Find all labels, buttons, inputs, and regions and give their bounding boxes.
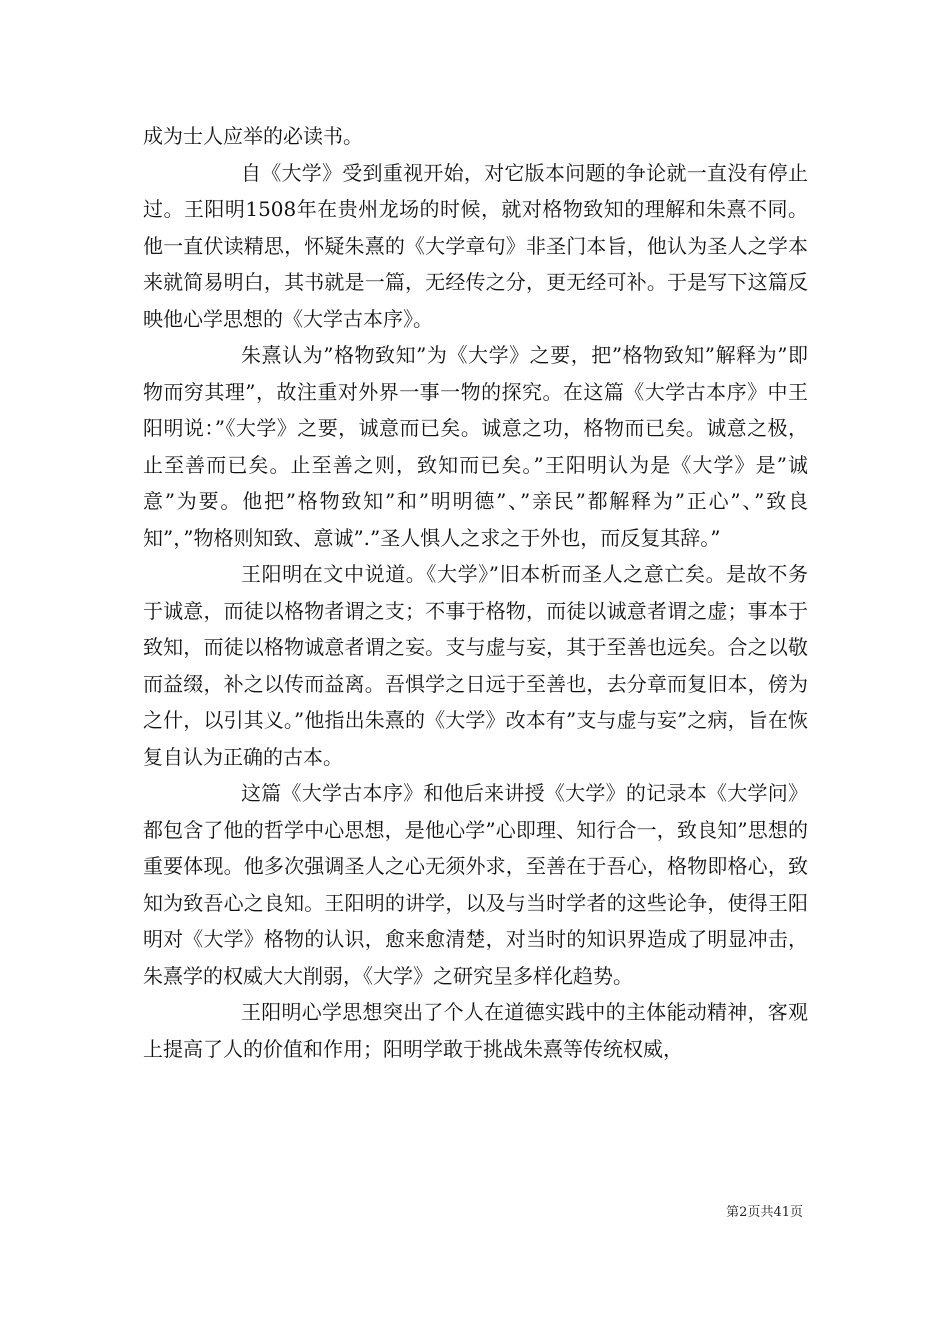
paragraph-daxue-wen: 这篇《大学古本序》和他后来讲授《大学》的记录本《大学问》都包含了他的哲学中心思想，是他心学”心即理、知行合一，致良知”思想的重要体现。他多次强调圣人之心无须外求，至善在于吾心，格物即格心，致知为致吾心之良知。王阳明的讲学，以及与当时学者的这些论争，使得王阳明对《大学》格物的认识，愈来愈清楚，对当时的知识界造成了明显冲击，朱熹学的权威大大削弱，《大学》之研究呈多样化趋势。 [143,781,808,988]
paragraph-zhuxi-view: 朱熹认为”格物致知”为《大学》之要，把”格物致知”解释为”即物而穷其理”，故注重对外界一事一物的探究。在这篇《大学古本序》中王阳明说：”《大学》之要，诚意而已矣。诚意之功，格物而已矣。诚意之极，止至善而已矣。止至善之则，致知而已矣。”王阳明认为是《大学》是”诚意”为要。他把”格物致知”和”明明德”、”亲民”都解释为”正心”、”致良知”，”物格则知致、意诚”.”圣人惧人之求之于外也，而反复其辞。” [143,343,808,550]
paragraph-xinxue-spirit: 王阳明心学思想突出了个人在道德实践中的主体能动精神，客观上提高了人的价值和作用；阳明学敢于挑战朱熹等传统权威， [143,1000,808,1061]
document-body [143,118,808,1067]
paragraph-version-dispute: 自《大学》受到重视开始，对它版本问题的争论就一直没有停止过。王阳明1508年在贵州龙场的时候，就对格物致知的理解和朱熹不同。他一直伏读精思，怀疑朱熹的《大学章句》非圣门本旨，他认为圣人之学本来就简易明白，其书就是一篇，无经传之分，更无经可补。于是写下这篇反映他心学思想的《大学古本序》。 [143,160,808,331]
paragraph-continuation: 成为士人应举的必读书。 [143,124,363,148]
paragraph-wang-quote: 王阳明在文中说道。《大学》”旧本析而圣人之意亡矣。是故不务于诚意，而徒以格物者谓之支；不事于格物，而徒以诚意者谓之虚；事本于致知，而徒以格物诚意者谓之妄。支与虚与妄，其于至善也远矣。合之以敬而益缀，补之以传而益离。吾惧学之日远于至善也，去分章而复旧本，傍为之什，以引其义。”他指出朱熹的《大学》改本有”支与虚与妄”之病，旨在恢复自认为正确的古本。 [143,562,808,769]
page-number-footer: 第2页共41页 [726,1205,803,1220]
